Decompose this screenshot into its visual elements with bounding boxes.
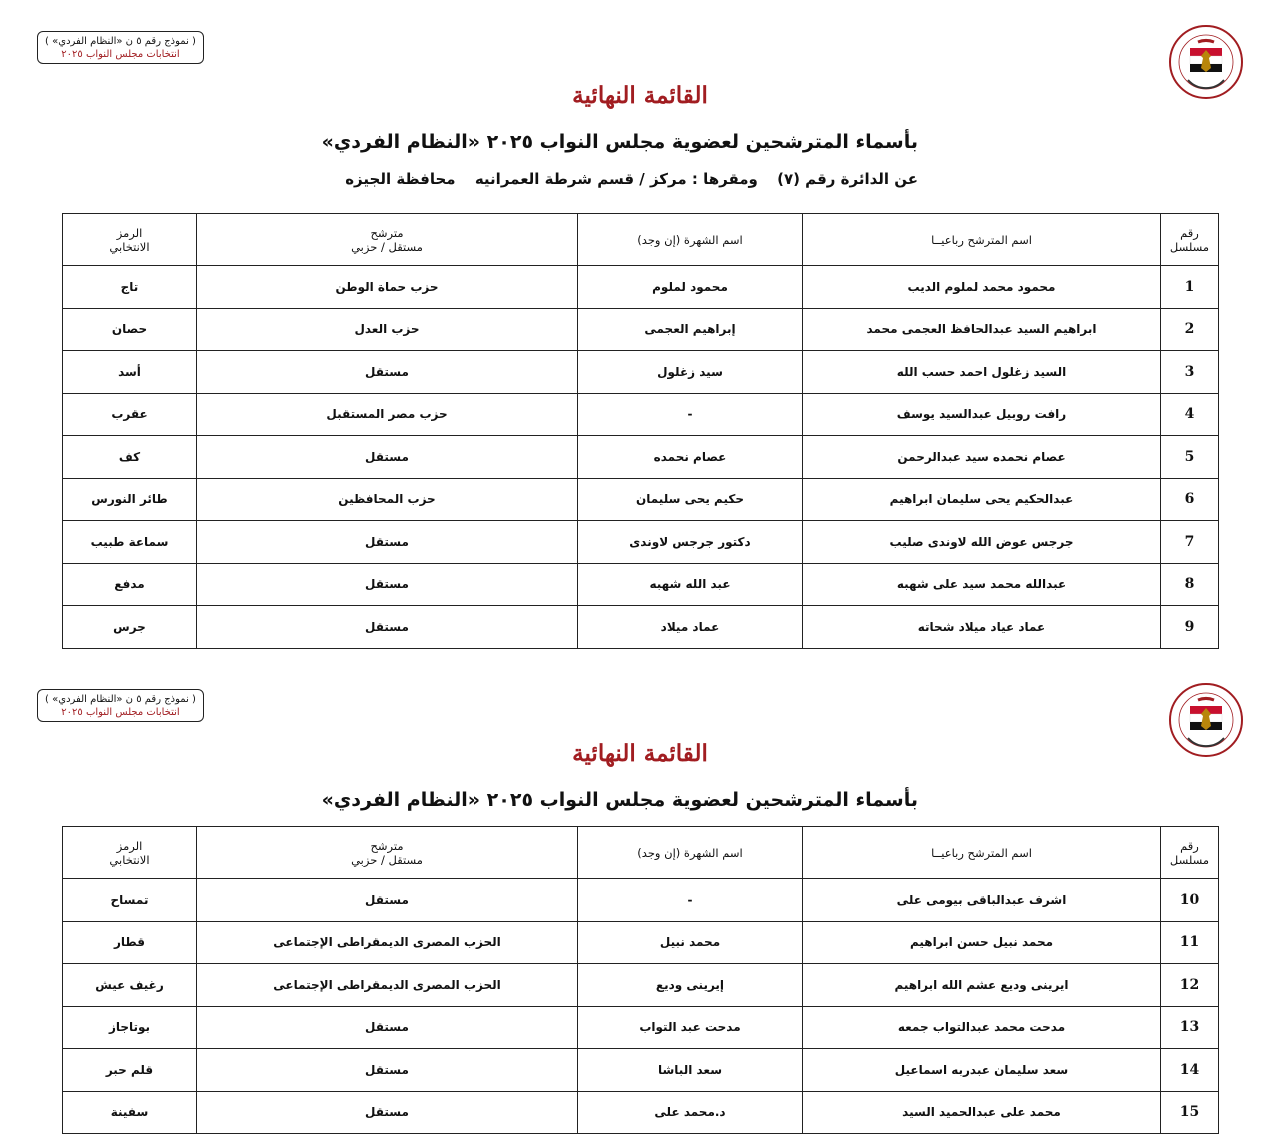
- cell-candidate-name: رافت روبيل عبدالسيد يوسف: [803, 393, 1161, 436]
- circuit-seat: ومقرها : مركز / قسم شرطة العمرانيه: [474, 170, 758, 188]
- header-name: اسم المترشح رباعيــا: [803, 214, 1161, 266]
- form-label-line1: ( نموذج رقم ٥ ن «النظام الفردي» ): [45, 36, 196, 47]
- circuit-number: عن الدائرة رقم (٧): [777, 170, 918, 188]
- cell-candidacy-type: مستقل: [197, 606, 578, 649]
- table-row: [63, 393, 1219, 436]
- table-header-row: [63, 214, 1219, 266]
- cell-serial: 1: [1161, 266, 1219, 309]
- form-label-box: [37, 689, 204, 722]
- cell-nickname: سعد الباشا: [578, 1049, 803, 1092]
- form-label-line2: انتخابات مجلس النواب ٢٠٢٥: [61, 707, 180, 718]
- cell-serial: 14: [1161, 1049, 1219, 1092]
- table-row: [63, 563, 1219, 606]
- cell-electoral-symbol: طائر النورس: [63, 478, 197, 521]
- header-nickname: اسم الشهرة (إن وجد): [578, 827, 803, 879]
- cell-candidacy-type: مستقل: [197, 1049, 578, 1092]
- table-header-row: [63, 827, 1219, 879]
- cell-candidacy-type: مستقل: [197, 351, 578, 394]
- table-row: [63, 879, 1219, 922]
- table-row: [63, 266, 1219, 309]
- cell-nickname: مدحت عبد التواب: [578, 1006, 803, 1049]
- table-row: [63, 478, 1219, 521]
- candidates-table: [62, 826, 1219, 1134]
- cell-candidate-name: عصام نحمده سيد عبدالرحمن: [803, 436, 1161, 479]
- cell-candidacy-type: حزب حماة الوطن: [197, 266, 578, 309]
- cell-candidate-name: عبدالحكيم يحى سليمان ابراهيم: [803, 478, 1161, 521]
- cell-serial: 2: [1161, 308, 1219, 351]
- cell-candidate-name: مدحت محمد عبدالتواب جمعه: [803, 1006, 1161, 1049]
- cell-electoral-symbol: قلم حبر: [63, 1049, 197, 1092]
- cell-electoral-symbol: قطار: [63, 921, 197, 964]
- cell-electoral-symbol: سماعة طبيب: [63, 521, 197, 564]
- cell-candidate-name: عبدالله محمد سيد على شهبه: [803, 563, 1161, 606]
- cell-serial: 13: [1161, 1006, 1219, 1049]
- cell-nickname: إيرينى وديع: [578, 964, 803, 1007]
- cell-electoral-symbol: حصان: [63, 308, 197, 351]
- cell-candidacy-type: حزب المحافظين: [197, 478, 578, 521]
- list-subtitle: بأسماء المترشحين لعضوية مجلس النواب ٢٠٢٥ «النظام الفردي»: [321, 131, 918, 153]
- form-label-line1: ( نموذج رقم ٥ ن «النظام الفردي» ): [45, 694, 196, 705]
- table-row: [63, 1049, 1219, 1092]
- cell-electoral-symbol: عقرب: [63, 393, 197, 436]
- header-symbol: الرمز الانتخابي: [63, 214, 197, 266]
- cell-candidacy-type: مستقل: [197, 879, 578, 922]
- cell-nickname: محمود لملوم: [578, 266, 803, 309]
- cell-candidate-name: اشرف عبدالباقى بيومى على: [803, 879, 1161, 922]
- cell-serial: 11: [1161, 921, 1219, 964]
- cell-serial: 12: [1161, 964, 1219, 1007]
- cell-candidate-name: سعد سليمان عبدربه اسماعيل: [803, 1049, 1161, 1092]
- cell-candidacy-type: حزب العدل: [197, 308, 578, 351]
- section-2: [0, 672, 1280, 1143]
- header-name: اسم المترشح رباعيــا: [803, 827, 1161, 879]
- page-title: القائمة النهائية: [572, 740, 708, 767]
- cell-candidacy-type: مستقل: [197, 436, 578, 479]
- cell-serial: 4: [1161, 393, 1219, 436]
- cell-nickname: -: [578, 393, 803, 436]
- table-row: [63, 964, 1219, 1007]
- cell-candidate-name: جرجس عوض الله لاوندى صليب: [803, 521, 1161, 564]
- cell-electoral-symbol: مدفع: [63, 563, 197, 606]
- cell-electoral-symbol: رغيف عيش: [63, 964, 197, 1007]
- cell-nickname: د.محمد على: [578, 1091, 803, 1134]
- form-label-box: [37, 31, 204, 64]
- cell-electoral-symbol: تاج: [63, 266, 197, 309]
- cell-candidate-name: محمد على عبدالحميد السيد: [803, 1091, 1161, 1134]
- cell-candidate-name: ايرينى وديع عشم الله ابراهيم: [803, 964, 1161, 1007]
- table-row: [63, 308, 1219, 351]
- table-row: [63, 521, 1219, 564]
- cell-candidacy-type: الحزب المصرى الديمقراطى الإجتماعى: [197, 921, 578, 964]
- header-type: مترشح مستقل / حزبي: [197, 214, 578, 266]
- cell-electoral-symbol: جرس: [63, 606, 197, 649]
- cell-candidacy-type: مستقل: [197, 521, 578, 564]
- cell-serial: 9: [1161, 606, 1219, 649]
- cell-candidacy-type: حزب مصر المستقبل: [197, 393, 578, 436]
- cell-candidate-name: محمود محمد لملوم الديب: [803, 266, 1161, 309]
- cell-nickname: محمد نبيل: [578, 921, 803, 964]
- circuit-governorate: محافظة الجيزه: [345, 170, 456, 188]
- cell-candidate-name: السيد زغلول احمد حسب الله: [803, 351, 1161, 394]
- table-row: [63, 1006, 1219, 1049]
- circuit-info: [331, 170, 918, 188]
- table-row: [63, 351, 1219, 394]
- header-serial: رقم مسلسل: [1161, 214, 1219, 266]
- cell-nickname: عماد ميلاد: [578, 606, 803, 649]
- cell-nickname: عصام نحمده: [578, 436, 803, 479]
- cell-candidate-name: عماد عياد ميلاد شحاته: [803, 606, 1161, 649]
- cell-serial: 7: [1161, 521, 1219, 564]
- cell-serial: 6: [1161, 478, 1219, 521]
- cell-nickname: عبد الله شهبه: [578, 563, 803, 606]
- cell-candidacy-type: مستقل: [197, 563, 578, 606]
- form-label-line2: انتخابات مجلس النواب ٢٠٢٥: [61, 49, 180, 60]
- table-row: [63, 606, 1219, 649]
- cell-nickname: دكتور جرجس لاوندى: [578, 521, 803, 564]
- list-subtitle: بأسماء المترشحين لعضوية مجلس النواب ٢٠٢٥ «النظام الفردي»: [321, 789, 918, 811]
- table-row: [63, 921, 1219, 964]
- header-nickname: اسم الشهرة (إن وجد): [578, 214, 803, 266]
- cell-serial: 8: [1161, 563, 1219, 606]
- header-type: مترشح مستقل / حزبي: [197, 827, 578, 879]
- cell-electoral-symbol: كف: [63, 436, 197, 479]
- cell-candidate-name: ابراهيم السيد عبدالحافظ العجمى محمد: [803, 308, 1161, 351]
- cell-electoral-symbol: سفينة: [63, 1091, 197, 1134]
- cell-serial: 10: [1161, 879, 1219, 922]
- cell-nickname: إبراهيم العجمى: [578, 308, 803, 351]
- cell-serial: 3: [1161, 351, 1219, 394]
- page-title: القائمة النهائية: [572, 82, 708, 109]
- cell-nickname: -: [578, 879, 803, 922]
- cell-nickname: سيد زغلول: [578, 351, 803, 394]
- cell-serial: 15: [1161, 1091, 1219, 1134]
- cell-electoral-symbol: أسد: [63, 351, 197, 394]
- table-row: [63, 436, 1219, 479]
- cell-candidacy-type: الحزب المصرى الديمقراطى الإجتماعى: [197, 964, 578, 1007]
- candidates-table: [62, 213, 1219, 649]
- cell-nickname: حكيم يحى سليمان: [578, 478, 803, 521]
- cell-candidacy-type: مستقل: [197, 1006, 578, 1049]
- cell-electoral-symbol: تمساح: [63, 879, 197, 922]
- header-serial: رقم مسلسل: [1161, 827, 1219, 879]
- cell-candidate-name: محمد نبيل حسن ابراهيم: [803, 921, 1161, 964]
- cell-serial: 5: [1161, 436, 1219, 479]
- header-symbol: الرمز الانتخابي: [63, 827, 197, 879]
- cell-candidacy-type: مستقل: [197, 1091, 578, 1134]
- table-row: [63, 1091, 1219, 1134]
- cell-electoral-symbol: بوتاجاز: [63, 1006, 197, 1049]
